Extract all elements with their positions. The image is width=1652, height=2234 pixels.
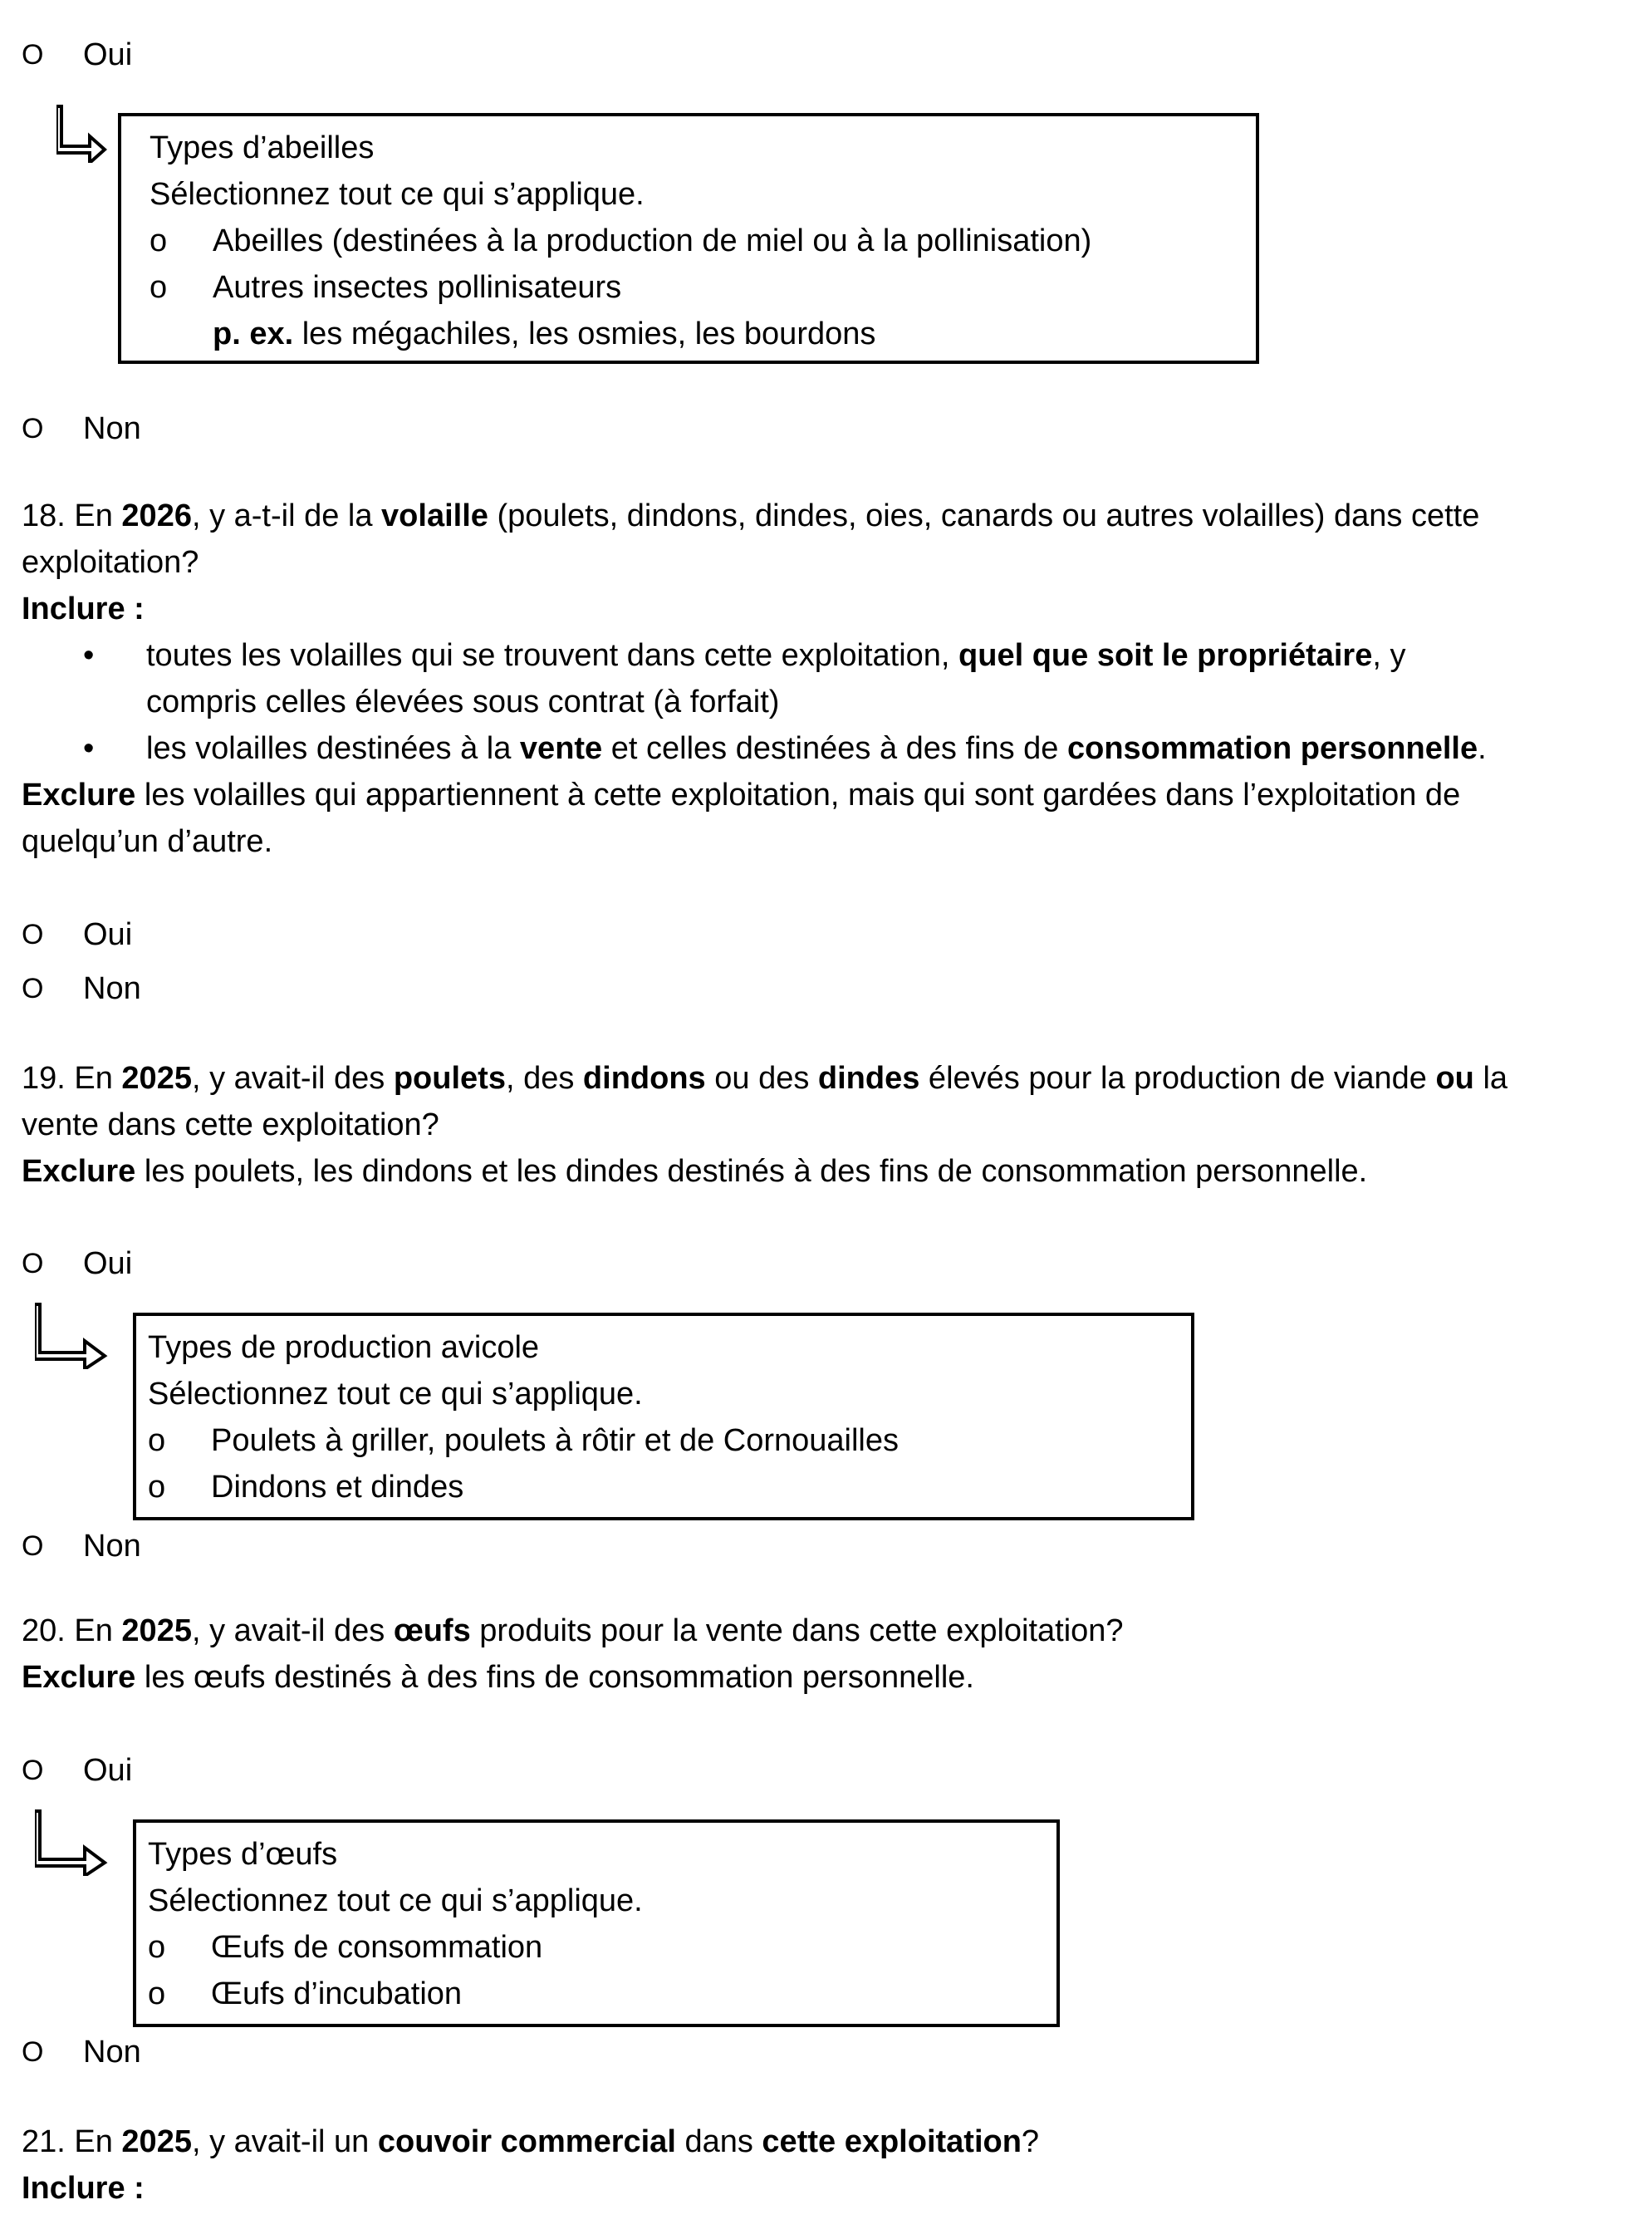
example-text: les mégachiles, les osmies, les bourdons [293,317,876,351]
radio-q19-oui[interactable]: O [22,1248,44,1279]
q18-exclude: Exclure les volailles qui appartiennent à cette exploitation, mais qui sont gardées dans l’exploitation de [22,778,1461,813]
q19-question: 19. En 2025, y avait-il des poulets, des dindons ou des dindes élevés pour la production de viande ou la [22,1061,1508,1096]
q18-question-line2: exploitation? [22,545,199,580]
label-q20-non: Non [83,2035,141,2070]
q19-question-line2: vente dans cette exploitation? [22,1107,439,1142]
q18-bullet-2: les volailles destinées à la vente et celles destinées à des fins de consommation personnelle. [146,731,1487,766]
bee-option-honeybees[interactable] [150,218,1256,264]
egg-option-hatching-label: Œufs d’incubation [211,1976,463,2011]
bee-types-box [118,113,1259,364]
bee-option-other-label: Autres insectes pollinisateurs [213,270,622,305]
poultry-option-chickens-label: Poulets à griller, poulets à rôtir et de Cornouailles [211,1423,900,1458]
label-q20-oui: Oui [83,1753,133,1788]
q18-include-label: Inclure : [22,592,145,626]
label-non-bees: Non [83,411,141,446]
egg-option-hatching[interactable] [148,1971,1056,2017]
radio-q20-non[interactable]: O [22,2036,44,2068]
label-oui-bees: Oui [83,37,133,72]
poultry-option-turkeys-label: Dindons et dindes [211,1470,464,1505]
radio-non-bees[interactable]: O [22,413,44,444]
follow-up-arrow-icon [35,1301,110,1369]
checkbox-table-eggs[interactable]: o [148,1930,166,1965]
radio-q19-non[interactable]: O [22,1530,44,1562]
bee-option-honeybees-label: Abeilles (destinées à la production de miel ou à la pollinisation) [213,223,1092,258]
follow-up-arrow-icon [56,103,110,163]
checkbox-other-pollinators[interactable]: o [150,270,168,305]
q20-exclude: Exclure les œufs destinés à des fins de consommation personnelle. [22,1660,974,1695]
label-q19-non: Non [83,1529,141,1564]
bee-option-other[interactable] [150,264,1256,311]
poultry-option-turkeys[interactable] [148,1464,1191,1510]
label-q18-non: Non [83,971,141,1006]
poultry-types-instruction: Sélectionnez tout ce qui s’applique. [148,1377,643,1412]
q21-question: 21. En 2025, y avait-il un couvoir commercial dans cette exploitation? [22,2124,1040,2159]
radio-q20-oui[interactable]: O [22,1755,44,1786]
egg-types-instruction: Sélectionnez tout ce qui s’applique. [148,1883,643,1918]
egg-types-box [133,1819,1060,2027]
checkbox-turkeys[interactable]: o [148,1470,166,1505]
poultry-types-title: Types de production avicole [148,1330,540,1365]
egg-option-table-label: Œufs de consommation [211,1930,543,1965]
checkbox-honeybees[interactable]: o [150,223,168,258]
radio-q18-non[interactable]: O [22,973,44,1004]
poultry-option-chickens[interactable] [148,1417,1191,1464]
q18-question: 18. En 2026, y a-t-il de la volaille (poulets, dindons, dindes, oies, canards ou autres volailles) dans cette [22,498,1480,533]
q18-bullet-1-icon: • [83,638,95,673]
q18-exclude-line2: quelqu’un d’autre. [22,824,273,859]
bee-types-title: Types d’abeilles [150,130,375,165]
radio-q18-oui[interactable]: O [22,919,44,950]
q20-question: 20. En 2025, y avait-il des œufs produits pour la vente dans cette exploitation? [22,1613,1124,1648]
q19-exclude: Exclure les poulets, les dindons et les dindes destinés à des fins de consommation personnelle. [22,1154,1368,1189]
poultry-types-box [133,1313,1194,1520]
label-q18-oui: Oui [83,917,133,952]
checkbox-chickens[interactable]: o [148,1423,166,1458]
label-q19-oui: Oui [83,1246,133,1281]
egg-types-title: Types d’œufs [148,1837,338,1872]
checkbox-hatching-eggs[interactable]: o [148,1976,166,2011]
bee-types-instruction: Sélectionnez tout ce qui s’applique. [150,177,645,212]
q18-bullet-2-icon: • [83,731,95,766]
bee-option-example [150,311,1256,357]
q18-bullet-1: toutes les volailles qui se trouvent dans cette exploitation, quel que soit le propriétaire, y [146,638,1406,673]
follow-up-arrow-icon [35,1808,110,1876]
q21-include-label: Inclure : [22,2171,145,2206]
q18-bullet-1-line2: compris celles élevées sous contrat (à forfait) [146,685,780,719]
egg-option-table[interactable] [148,1924,1056,1971]
radio-oui-bees[interactable]: O [22,39,44,71]
example-label: p. ex. [213,317,294,351]
